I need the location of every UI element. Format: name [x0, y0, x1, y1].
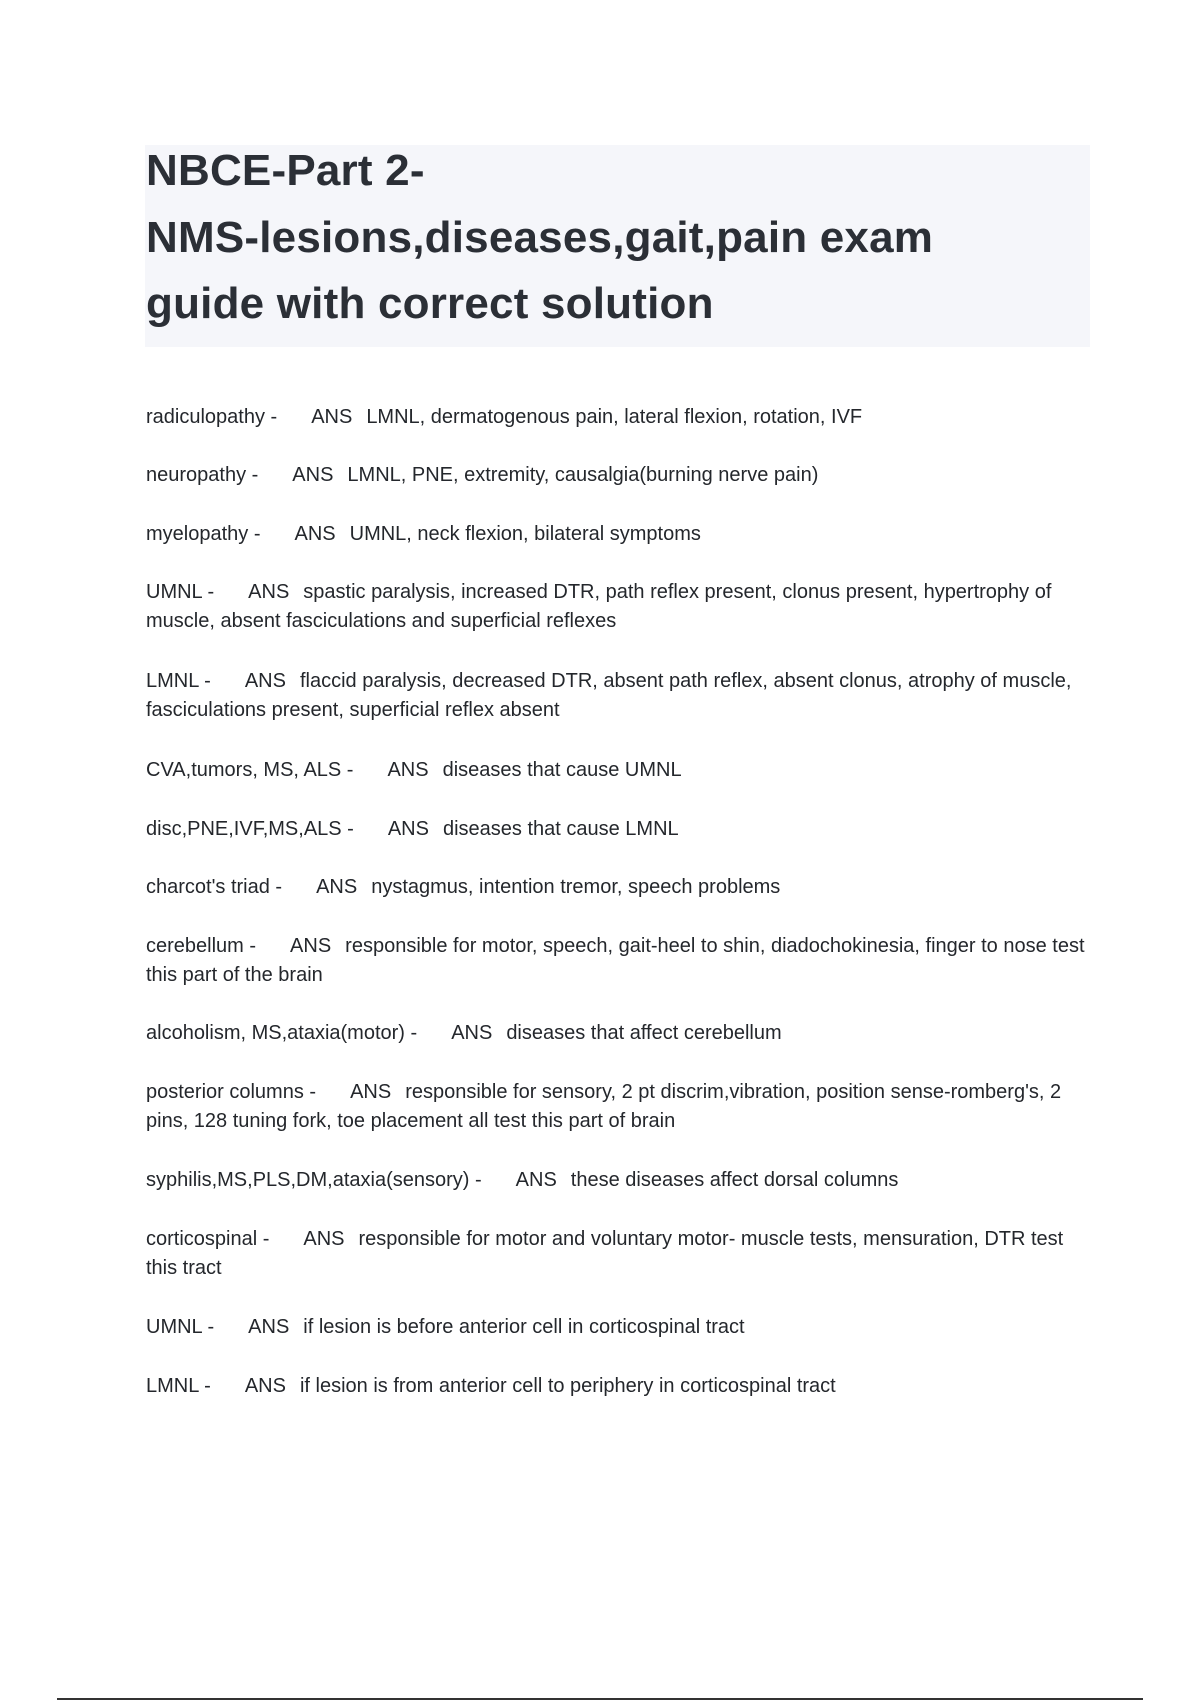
qa-item [146, 1166, 1086, 1195]
title-line-2: NMS-lesions,diseases,gait,pain exam [146, 213, 934, 262]
qa-item [146, 756, 1086, 785]
qa-answer: LMNL, PNE, extremity, causalgia(burning nerve pain) [347, 464, 819, 486]
qa-item [146, 1225, 1086, 1283]
ans-label: ANS [248, 581, 290, 603]
qa-term: syphilis,MS,PLS,DM,ataxia(sensory) - [146, 1169, 482, 1191]
qa-answer: diseases that cause LMNL [442, 818, 679, 840]
ans-label: ANS [350, 1081, 392, 1103]
qa-term: disc,PNE,IVF,MS,ALS - [146, 818, 354, 840]
qa-answer: responsible for motor and voluntary motor- muscle tests, mensuration, DTR test this tract [146, 1228, 1064, 1279]
qa-answer: spastic paralysis, increased DTR, path reflex present, clonus present, hypertrophy of muscle, absent fasciculations and superficial reflexes [146, 581, 1052, 632]
ans-label: ANS [292, 464, 334, 486]
qa-term: LMNL - [146, 1375, 211, 1397]
qa-answer: if lesion is from anterior cell to periphery in corticospinal tract [299, 1375, 836, 1397]
title-line-3: guide with correct solution [146, 279, 714, 328]
qa-term: neuropathy - [146, 464, 259, 486]
ans-label: ANS [294, 523, 336, 545]
qa-item [146, 815, 1086, 844]
qa-term: myelopathy - [146, 523, 261, 545]
qa-term: CVA,tumors, MS, ALS - [146, 759, 354, 781]
qa-item [146, 578, 1086, 636]
qa-item [146, 873, 1086, 902]
ans-label: ANS [387, 818, 429, 840]
qa-item [146, 1372, 1086, 1401]
qa-term: alcoholism, MS,ataxia(motor) - [146, 1022, 418, 1044]
qa-item [146, 1019, 1086, 1048]
qa-term: UMNL - [146, 581, 215, 603]
ans-label: ANS [515, 1169, 557, 1191]
qa-answer: nystagmus, intention tremor, speech problems [371, 876, 781, 898]
qa-term: cerebellum - [146, 935, 257, 957]
qa-term: corticospinal - [146, 1228, 270, 1250]
qa-answer: responsible for sensory, 2 pt discrim,vibration, position sense-romberg's, 2 pins, 128 tuning fork, toe placement all test this part of brain [146, 1081, 1062, 1132]
qa-item [146, 403, 1086, 432]
qa-term: charcot's triad - [146, 876, 283, 898]
qa-item [146, 461, 1086, 490]
qa-term: posterior columns - [146, 1081, 317, 1103]
ans-label: ANS [290, 935, 332, 957]
qa-answer: if lesion is before anterior cell in corticospinal tract [303, 1316, 745, 1338]
ans-label: ANS [311, 406, 353, 428]
qa-item [146, 1313, 1086, 1342]
qa-answer: these diseases affect dorsal columns [570, 1169, 899, 1191]
ans-label: ANS [387, 759, 429, 781]
qa-term: LMNL - [146, 670, 211, 692]
qa-answer: diseases that affect cerebellum [506, 1022, 782, 1044]
ans-label: ANS [303, 1228, 345, 1250]
qa-term: radiculopathy - [146, 406, 278, 428]
qa-item [146, 520, 1086, 549]
qa-answer: UMNL, neck flexion, bilateral symptoms [349, 523, 701, 545]
qa-term: UMNL - [146, 1316, 215, 1338]
ans-label: ANS [244, 670, 286, 692]
qa-item [146, 667, 1086, 725]
ans-label: ANS [451, 1022, 493, 1044]
title-line-1: NBCE-Part 2- [146, 146, 425, 195]
qa-answer: flaccid paralysis, decreased DTR, absent path reflex, absent clonus, atrophy of muscle, fasciculations present, superficial reflex absent [146, 670, 1072, 721]
qa-item [146, 1078, 1086, 1136]
qa-answer: LMNL, dermatogenous pain, lateral flexion, rotation, IVF [366, 406, 863, 428]
ans-label: ANS [248, 1316, 290, 1338]
qa-item [146, 932, 1086, 990]
ans-label: ANS [244, 1375, 286, 1397]
ans-label: ANS [316, 876, 358, 898]
qa-answer: responsible for motor, speech, gait-heel to shin, diadochokinesia, finger to nose test this part of the brain [146, 935, 1085, 986]
qa-answer: diseases that cause UMNL [442, 759, 682, 781]
